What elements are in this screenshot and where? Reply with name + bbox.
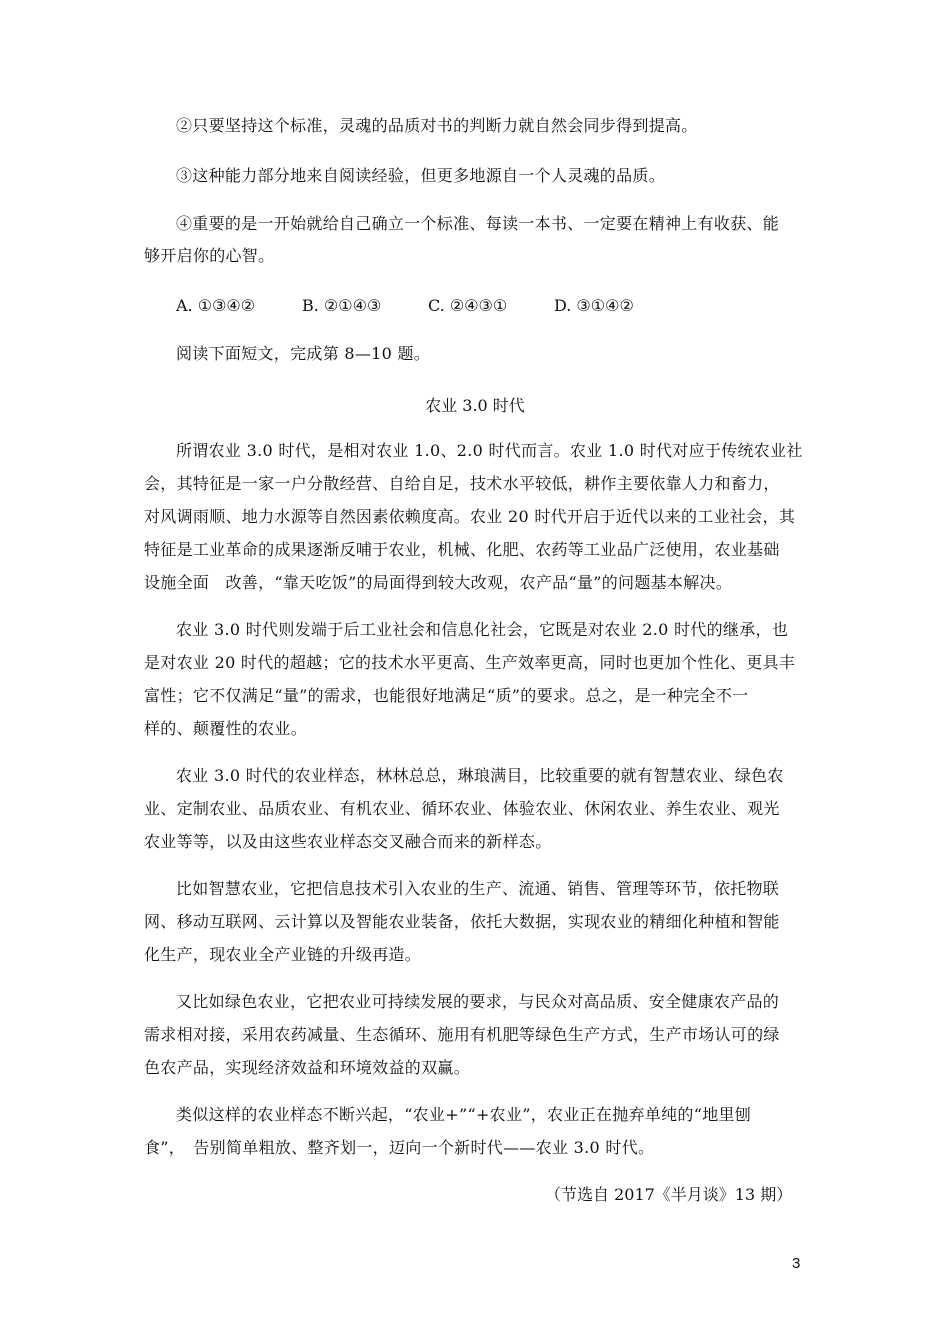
option-d: D. ③①④② [554, 296, 634, 315]
article-line: 特征是工业革命的成果逐渐反哺于农业，机械、化肥、农药等工业品广泛使用，农业基础 [144, 540, 780, 559]
article-title: 农业 3.0 时代 [425, 396, 525, 415]
article-line: 样的、颠覆性的农业。 [144, 719, 308, 738]
sentence-4: ④重要的是一开始就给自己确立一个标准、每读一本书、一定要在精神上有收获、能 [176, 214, 780, 233]
article-line: 对风调雨顺、地力水源等自然因素依赖度高。农业 20 时代开启于近代以来的工业社会，其 [144, 507, 796, 526]
option-b: B. ②①④③ [302, 296, 382, 315]
article-line: 类似这样的农业样态不断兴起，“农业+”“+农业”，农业正在抛弃单纯的“地里刨 [176, 1105, 752, 1124]
article-source: （节选自 2017《半月谈》13 期） [545, 1185, 793, 1204]
sentence-2: ②只要坚持这个标准，灵魂的品质对书的判断力就自然会同步得到提高。 [176, 116, 698, 135]
option-a: A. ①③④② [176, 296, 256, 315]
article-line: 农业 3.0 时代则发端于后工业社会和信息化社会，它既是对农业 2.0 时代的继承，也 [176, 620, 789, 639]
article-line: 食”， 告别简单粗放、整齐划一，迈向一个新时代——农业 3.0 时代。 [144, 1138, 655, 1157]
article-line: 业、定制农业、品质农业、有机农业、循环农业、体验农业、休闲农业、养生农业、观光 [144, 799, 780, 818]
article-line: 设施全面 改善，“靠天吃饭”的局面得到较大改观，农产品“量”的问题基本解决。 [144, 573, 733, 592]
article-line: 化生产，现农业全产业链的升级再造。 [144, 945, 422, 964]
answer-options [176, 296, 634, 316]
option-c: C. ②④③① [428, 296, 508, 315]
article-line: 网、移动互联网、云计算以及智能农业装备，依托大数据，实现农业的精细化种植和智能 [144, 912, 780, 931]
article-line: 色农产品，实现经济效益和环境效益的双赢。 [144, 1058, 471, 1077]
page-number: 3 [792, 1255, 801, 1272]
article-line: 是对农业 20 时代的超越；它的技术水平更高、生产效率更高，同时也更加个性化、更具丰 [144, 653, 796, 672]
sentence-4-cont: 够开启你的心智。 [144, 246, 275, 265]
article-line: 会，其特征是一家一户分散经营、自给自足，技术水平较低，耕作主要依靠人力和畜力， [144, 474, 780, 493]
article-line: 所谓农业 3.0 时代，是相对农业 1.0、2.0 时代而言。农业 1.0 时代对应于传统农业社 [176, 441, 803, 460]
reading-instruction: 阅读下面短文，完成第 8—10 题。 [176, 344, 431, 363]
article-line: 需求相对接，采用农药减量、生态循环、施用有机肥等绿色生产方式，生产市场认可的绿 [144, 1025, 780, 1044]
article-line: 农业等等，以及由这些农业样态交叉融合而来的新样态。 [144, 832, 552, 851]
article-line: 农业 3.0 时代的农业样态，林林总总，琳琅满目，比较重要的就有智慧农业、绿色农 [176, 766, 784, 785]
sentence-3: ③这种能力部分地来自阅读经验，但更多地源自一个人灵魂的品质。 [176, 166, 666, 185]
article-line: 富性；它不仅满足“量”的需求，也能很好地满足“质”的要求。总之，是一种完全不一 [144, 686, 749, 705]
article-line: 比如智慧农业，它把信息技术引入农业的生产、流通、销售、管理等环节，依托物联 [176, 879, 780, 898]
article-line: 又比如绿色农业，它把农业可持续发展的要求，与民众对高品质、安全健康农产品的 [176, 992, 780, 1011]
